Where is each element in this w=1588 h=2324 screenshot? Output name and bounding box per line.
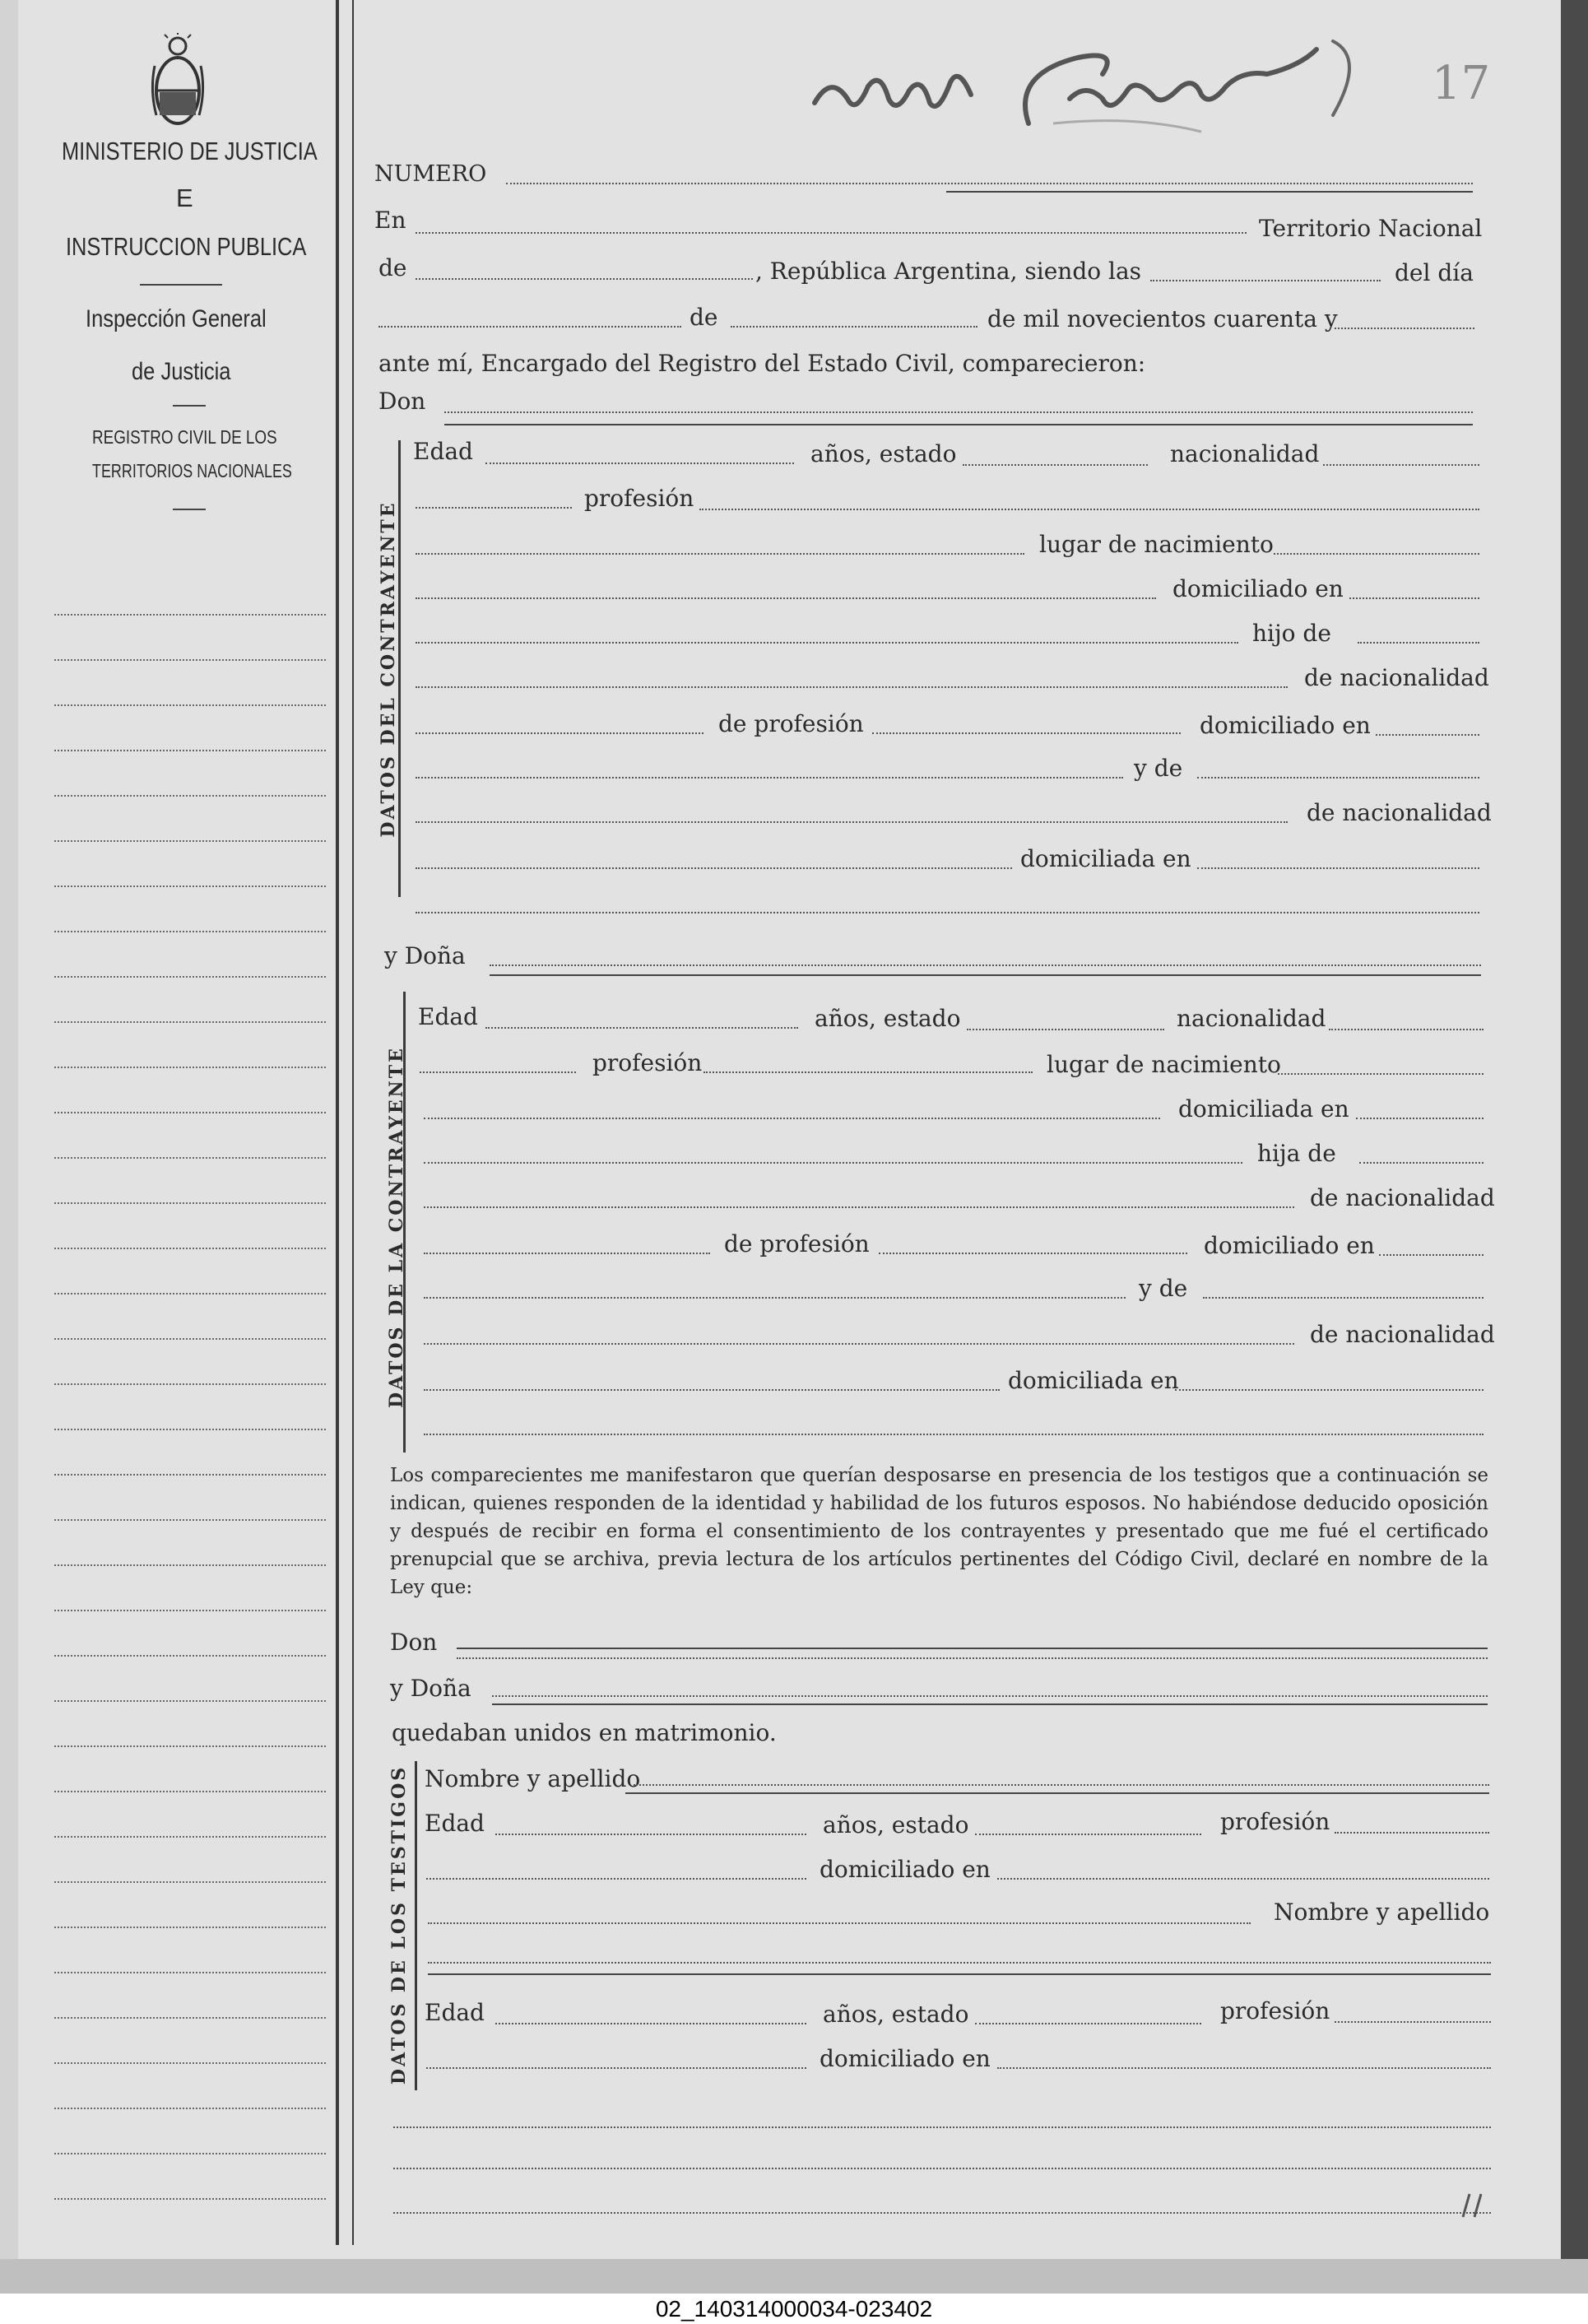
testigo1-edad-line [495,1834,806,1835]
margin-ruling-line [54,840,326,842]
domicilio2-line [1356,1118,1484,1119]
padre2-dom-line [1379,1254,1484,1256]
y-dona-label-2: y Doña [390,1675,471,1702]
del-dia-label: del día [1395,259,1474,286]
hijo-pre-line [416,642,1238,644]
profesion-label: profesión [584,485,694,512]
coat-of-arms-icon [148,33,207,132]
year-line [1335,328,1474,329]
label-contrayenta: DATOS DE LA CONTRAYENTE [386,1046,407,1408]
domiciliado-label-2: domiciliado en [1200,712,1371,739]
de-nacionalidad-label-3: de nacionalidad [1310,1184,1495,1211]
padre-dom-line [1376,734,1479,736]
don-line [444,411,1473,413]
margin-ruling-line [54,1655,326,1657]
edad2-line [485,1027,798,1029]
testigo2-nombre-underline [428,1973,1491,1975]
testigo2-estado-line [975,2023,1201,2024]
edad-label: Edad [413,438,473,465]
madre2c-line [424,1343,1294,1345]
margin-ruling-line [54,1429,326,1430]
hijo-label: hijo de [1252,620,1331,647]
domicilio-line [1349,597,1479,599]
margin-ruling-line [54,659,326,661]
domiciliada-label-2: domiciliada en [1178,1095,1349,1122]
domiciliado-label-3: domiciliado en [1204,1232,1375,1259]
scan-bottom-edge [0,2259,1588,2294]
declaration-paragraph: Los comparecientes me manifestaron que querían desposarse en presencia de los testigos que a continuación se indican, quienes responden de la identidad y habilidad de los futuros esposos. No habiéndose deducido oposición y después de recibir en forma el consentimiento de los contrayentes y presentado que me fué el certificado prenupcial que se archiva, previa lectura de los artículos pertinentes del Código Civil, declaré en nombre de la Ley que: [390,1465,1488,1598]
margin-ruling-line [54,1474,326,1476]
mil-label: de mil novecientos cuarenta y [987,305,1338,332]
nacionalidad-line [1323,464,1479,466]
extra-line-2 [393,2168,1491,2169]
nacionalidad2-line [1329,1029,1484,1030]
territorio-label: Territorio Nacional [1259,215,1483,242]
dona-underline [490,974,1481,976]
de2-label: de [690,304,718,331]
margin-ruling-line [54,750,326,751]
numero-line [506,183,1473,184]
madre2-dom-line [1175,1389,1484,1391]
margin-ruling-line [54,1791,326,1792]
padre-dom2-line [416,777,1123,779]
margin-ruling-line [54,1564,326,1566]
profesion-label-3: profesión [1220,1808,1330,1835]
dona-line [490,964,1481,966]
registry-line-2: TERRITORIOS NACIONALES [92,460,292,481]
hija-pre-line [424,1162,1242,1164]
book-edge [1561,0,1588,2259]
margin-ruling-line [54,1700,326,1702]
margin-ruling-line [54,795,326,797]
margin-ruling-line [54,1881,326,1883]
margin-ruling-line [54,885,326,887]
padre2-prof-line [879,1253,1187,1254]
margin-ruling-line [54,1338,326,1340]
margin-ruling-line [54,1021,326,1023]
handwritten-signature [806,25,1382,156]
dona2-underline [492,1703,1488,1705]
margin-ruling-line [54,931,326,932]
margin-ruling-line [54,704,326,706]
de-nacionalidad-label-2: de nacionalidad [1307,799,1492,826]
margin-ruling-line [54,1745,326,1747]
extra-line-1 [393,2126,1491,2128]
madre2-nac-line [424,1389,1000,1391]
contrayente-extra-line [416,912,1479,913]
testigo2-dom-line [997,2067,1491,2069]
testigo2-pre-dom-line [426,2067,806,2069]
nacionalidad-label-2: nacionalidad [1177,1005,1326,1032]
numero-underline [946,191,1473,193]
domiciliado-label: domiciliado en [1172,575,1344,602]
don-underline [444,424,1473,425]
padre2-dom2-line [424,1297,1126,1299]
closing-slash-marks [1458,2189,1491,2222]
testigo1-nombre-underline [625,1792,1489,1794]
madre-nac-line [416,867,1012,869]
margin-ruling-line [54,614,326,616]
testigo1-dom-line [997,1878,1489,1880]
hija-label: hija de [1257,1140,1336,1167]
label-contrayente: DATOS DEL CONTRAYENTE [378,500,399,838]
page-number: 17 [1432,57,1491,110]
label-testigos: DATOS DE LOS TESTIGOS [388,1764,410,2085]
lugar-pre-line [416,553,1024,555]
testigo2-edad-line [495,2023,806,2024]
ministry-line-3: INSTRUCCION PUBLICA [66,232,307,261]
de-line [416,278,753,280]
testigo2-nombre-line [428,1962,1491,1964]
anos-estado-label: años, estado [810,440,957,467]
profesion2-pre-line [420,1071,576,1073]
y-dona-label: y Doña [384,942,466,969]
domiciliada-label-3: domiciliada en [1008,1367,1179,1394]
hija-line [1359,1162,1484,1164]
lugar-nacimiento-label-2: lugar de nacimiento [1047,1051,1281,1078]
don-label-2: Don [390,1629,438,1656]
domiciliado-label-5: domiciliado en [820,2045,991,2072]
day-line [378,326,681,328]
ministry-line-2: E [176,184,193,212]
de-label: de [378,254,407,281]
testigo1-prof-line [1335,1832,1489,1834]
nacionalidad-label: nacionalidad [1170,440,1320,467]
domicilio-pre-line [416,597,1156,599]
margin-ruling-line [54,1972,326,1973]
lugar2-line [1278,1073,1484,1075]
profesion2-line [703,1071,1033,1073]
nombre-apellido-label-1: Nombre y apellido [425,1765,641,1792]
inspection-line-2: de Justicia [132,358,231,385]
domiciliado-label-4: domiciliado en [820,1856,991,1883]
margin-ruling-line [54,2017,326,2019]
anos-estado-label-2: años, estado [815,1005,961,1032]
lugar-line [1274,553,1479,555]
profesion-pre-line [416,507,572,509]
padre-line [416,686,1288,688]
testigos-brace [415,1761,417,2090]
madre2b-line [1203,1297,1484,1299]
profesion-line [699,509,1479,510]
lugar-nacimiento-label: lugar de nacimiento [1039,531,1274,558]
margin-rule-left [336,0,339,2245]
padre-prof-line [872,732,1181,734]
de-profesion-label-1: de profesión [718,710,864,737]
hijo-line [1358,642,1479,644]
domicilio2-pre-line [424,1118,1160,1119]
image-caption: 02_140314000034-023402 [0,2294,1588,2324]
edad-label-3: Edad [425,1810,485,1837]
anos-estado-label-4: años, estado [823,2001,969,2028]
quedaban-text: quedaban unidos en matrimonio. [392,1719,777,1746]
extra-line-3 [393,2212,1491,2214]
de-profesion-label-2: de profesión [724,1230,870,1257]
testigo1-estado-line [975,1834,1201,1835]
de-nacionalidad-label-4: de nacionalidad [1310,1321,1495,1348]
anos-estado-label-3: años, estado [823,1811,969,1838]
madre-dom-line [1197,867,1479,869]
registry-line-1: REGISTRO CIVIL DE LOS [92,426,277,448]
margin-ruling-line [54,1157,326,1159]
padre2-line [424,1206,1294,1208]
madre2-line [416,821,1288,823]
don-label: Don [378,388,426,415]
don2-line [457,1648,1488,1649]
margin-rule-right [352,0,354,2245]
edad-line [485,462,794,464]
edad-label-4: Edad [425,1999,485,2026]
en-line [416,232,1247,234]
margin-ruling-line [54,2108,326,2109]
edad-label-2: Edad [418,1003,478,1030]
margin-ruling-line [54,1248,326,1249]
margin-ruling-line [54,1927,326,1928]
margin-ruling-line [54,1383,326,1385]
margin-ruling-line [54,1112,326,1113]
republica-label: , República Argentina, siendo las [755,258,1142,285]
padre2-nac-line [424,1253,710,1254]
margin-ruling-line [54,1519,326,1521]
margin-ruling-line [54,1202,326,1204]
header-divider-3 [173,509,206,510]
estado2-line [967,1029,1164,1030]
testigo1-pre-dom-line [426,1878,806,1880]
header-divider-2 [173,405,206,407]
testigo1-nombre-line [634,1784,1489,1786]
header-divider-1 [140,284,222,286]
padre-nac-line [416,732,703,734]
y-de-label-1: y de [1134,755,1183,782]
margin-ruling-line [54,1067,326,1068]
profesion-label-4: profesión [1220,1997,1330,2024]
en-label: En [374,207,406,234]
testigo2-prof-line [1335,2021,1491,2023]
margin-ruling-line [54,1836,326,1838]
contrayenta-extra-line [424,1434,1484,1435]
y-de-label-2: y de [1139,1275,1188,1302]
margin-ruling-line [54,2062,326,2064]
margin-ruling-line [54,2153,326,2154]
domiciliada-label-1: domiciliada en [1020,845,1191,872]
testigo1-dom2-line [428,1922,1251,1924]
don2-underline [457,1657,1488,1659]
numero-label: NUMERO [374,161,487,187]
margin-ruling-line [54,1610,326,1611]
ministry-line-1: MINISTERIO DE JUSTICIA [62,137,318,165]
profesion-label-2: profesión [592,1049,703,1076]
margin-ruling-line [54,2198,326,2200]
de-nacionalidad-label-1: de nacionalidad [1304,664,1489,691]
ante-text: ante mí, Encargado del Registro del Estado Civil, comparecieron: [378,350,1146,377]
inspection-line-1: Inspección General [86,305,267,332]
month-line [731,326,977,328]
estado-line [963,464,1148,466]
margin-ruling-line [54,1293,326,1294]
margin-ruling-line [54,976,326,978]
nombre-apellido-label-2: Nombre y apellido [1274,1899,1490,1926]
dona2-line [492,1695,1488,1697]
madre-line [1197,777,1479,779]
hour-line [1150,280,1381,281]
